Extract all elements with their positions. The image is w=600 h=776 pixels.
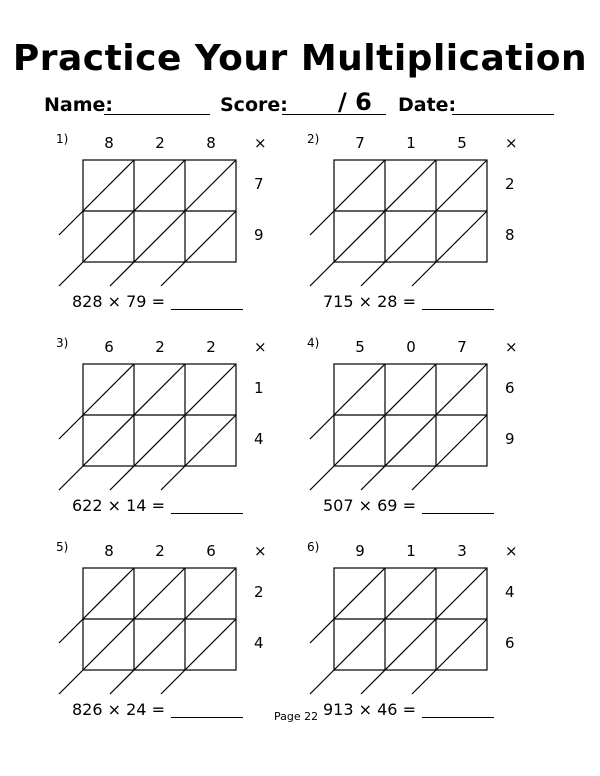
times-symbol: ×: [254, 134, 267, 152]
name-field[interactable]: [104, 114, 210, 115]
top-digit: 1: [406, 542, 416, 560]
problem-number: 1): [56, 132, 69, 146]
side-digit: 1: [254, 379, 264, 397]
problem-6: [307, 540, 597, 740]
side-digit: 9: [505, 430, 515, 448]
times-symbol: ×: [505, 134, 518, 152]
side-digit: 4: [254, 634, 264, 652]
equation: [323, 700, 494, 719]
lattice-grid[interactable]: [56, 132, 256, 292]
top-digit: 6: [104, 338, 114, 356]
score-label: Score:: [220, 94, 288, 116]
equation-text: 715 × 28 =: [323, 292, 416, 311]
answer-blank[interactable]: [422, 513, 494, 514]
times-symbol: ×: [254, 338, 267, 356]
side-digit: 7: [254, 175, 264, 193]
date-label: Date:: [398, 94, 457, 116]
side-digit: 4: [505, 583, 515, 601]
problem-number: 5): [56, 540, 69, 554]
times-symbol: ×: [505, 542, 518, 560]
equation: [323, 496, 494, 515]
equation-text: 507 × 69 =: [323, 496, 416, 515]
side-digit: 2: [254, 583, 264, 601]
side-digit: 6: [505, 379, 515, 397]
answer-blank[interactable]: [422, 309, 494, 310]
answer-blank[interactable]: [171, 309, 243, 310]
top-digit: 5: [355, 338, 365, 356]
top-digit: 0: [406, 338, 416, 356]
lattice-grid[interactable]: [307, 336, 507, 496]
top-digit: 7: [355, 134, 365, 152]
top-digit: 3: [457, 542, 467, 560]
problem-3: [56, 336, 346, 536]
top-digit: 9: [355, 542, 365, 560]
top-digit: 8: [104, 134, 114, 152]
equation-text: 913 × 46 =: [323, 700, 416, 719]
top-digit: 8: [206, 134, 216, 152]
date-field[interactable]: [452, 114, 554, 115]
equation-text: 826 × 24 =: [72, 700, 165, 719]
top-digit: 2: [155, 542, 165, 560]
top-digit: 8: [104, 542, 114, 560]
top-digit: 7: [457, 338, 467, 356]
side-digit: 6: [505, 634, 515, 652]
problem-4: [307, 336, 597, 536]
answer-blank[interactable]: [171, 513, 243, 514]
score-total: / 6: [338, 88, 372, 116]
name-label: Name:: [44, 94, 114, 116]
top-digit: 5: [457, 134, 467, 152]
top-digit: 2: [155, 134, 165, 152]
equation-text: 622 × 14 =: [72, 496, 165, 515]
top-digit: 2: [155, 338, 165, 356]
top-digit: 6: [206, 542, 216, 560]
problem-2: [307, 132, 597, 332]
page-title: Practice Your Multiplication: [12, 38, 588, 79]
top-digit: 2: [206, 338, 216, 356]
answer-blank[interactable]: [171, 717, 243, 718]
side-digit: 9: [254, 226, 264, 244]
problem-number: 4): [307, 336, 320, 350]
equation: [72, 700, 243, 719]
answer-blank[interactable]: [422, 717, 494, 718]
side-digit: 2: [505, 175, 515, 193]
times-symbol: ×: [254, 542, 267, 560]
equation: [323, 292, 494, 311]
side-digit: 4: [254, 430, 264, 448]
problem-number: 6): [307, 540, 320, 554]
problem-number: 2): [307, 132, 320, 146]
lattice-grid[interactable]: [307, 540, 507, 700]
problem-number: 3): [56, 336, 69, 350]
lattice-grid[interactable]: [56, 540, 256, 700]
equation: [72, 496, 243, 515]
side-digit: 8: [505, 226, 515, 244]
lattice-grid[interactable]: [307, 132, 507, 292]
top-digit: 1: [406, 134, 416, 152]
problem-1: [56, 132, 346, 332]
page-number: Page 22: [274, 710, 319, 723]
lattice-grid[interactable]: [56, 336, 256, 496]
times-symbol: ×: [505, 338, 518, 356]
equation-text: 828 × 79 =: [72, 292, 165, 311]
equation: [72, 292, 243, 311]
